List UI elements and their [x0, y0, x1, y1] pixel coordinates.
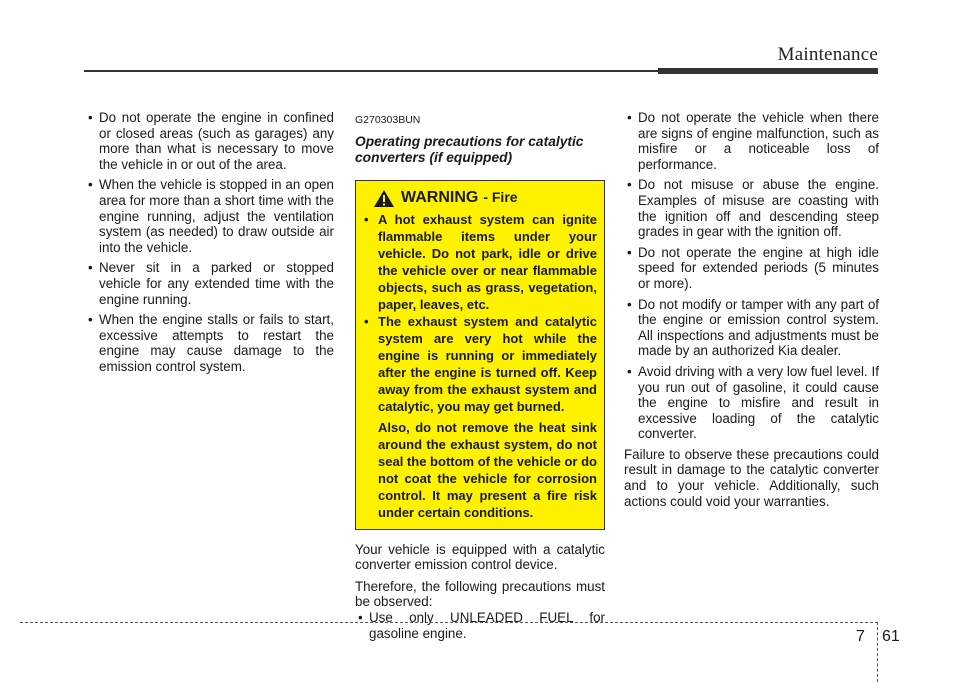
warning-item: • A hot exhaust system can ignite flammable items under your vehicle. Do not park, idle or drive the vehicle over or near flammable objects, such as grass, vegetation, paper, leaves, etc.	[363, 211, 597, 313]
footer-rule	[20, 622, 878, 623]
warning-triangle-icon	[373, 189, 395, 208]
warning-item: • The exhaust system and catalytic system are very hot while the engine is running or immediately after the engine is turned off. Keep away from the exhaust system and catalytic, you may get burned.	[363, 313, 597, 415]
paragraph: Failure to observe these precautions could result in damage to the catalytic converter and to your vehicle. Additionally, such actions could void your warranties.	[624, 446, 879, 509]
catalytic-precaution-list	[624, 110, 879, 442]
column-2	[355, 110, 605, 646]
warning-list	[363, 211, 597, 415]
footer-divider	[877, 622, 878, 682]
paragraph: Your vehicle is equipped with a catalytic converter emission control device.	[355, 541, 605, 573]
column-1	[85, 110, 334, 380]
list-item: • When the vehicle is stopped in an open area for more than a short time with the engine running, adjust the ventilation system (as needed) to draw outside air into the vehicle.	[85, 177, 334, 255]
precaution-list	[85, 110, 334, 375]
header-rule-thick	[658, 68, 878, 74]
section-title: Operating precautions for catalytic converters (if equipped)	[355, 133, 584, 165]
warning-extra-text: Also, do not remove the heat sink around the exhaust system, do not seal the bottom of the vehicle or do not coat the vehicle for corrosion control. It may present a fire risk under certain conditions.	[378, 419, 597, 520]
list-item: • Do not operate the engine at high idle speed for extended periods (5 minutes or more).	[624, 245, 879, 292]
list-item: • Avoid driving with a very low fuel level. If you run out of gasoline, it could cause the engine to misfire and result in excessive loading of the catalytic converter.	[624, 364, 879, 442]
fuel-list	[355, 610, 605, 641]
list-item: • Use only UNLEADED FUEL for gasoline engine.	[355, 610, 605, 641]
list-item: • Do not misuse or abuse the engine. Examples of misuse are coasting with the ignition off and descending steep grades in gear with the ignition off.	[624, 177, 879, 239]
list-item: • Never sit in a parked or stopped vehicle for any extended time with the engine running.	[85, 260, 334, 307]
warning-sublabel: - Fire	[483, 189, 518, 206]
column-3	[624, 110, 879, 509]
section-code: G270303BUN	[355, 114, 421, 126]
list-item: • Do not operate the engine in confined or closed areas (such as garages) any more than what is necessary to move the vehicle in or out of the area.	[85, 110, 334, 172]
warning-box	[355, 180, 605, 530]
header-title: Maintenance	[777, 44, 878, 65]
chapter-number: 7	[856, 628, 865, 645]
list-item: • When the engine stalls or fails to start, excessive attempts to restart the engine may cause damage to the emission control system.	[85, 312, 334, 374]
list-item: • Do not operate the vehicle when there are signs of engine malfunction, such as misfire or a noticeable loss of performance.	[624, 110, 879, 172]
paragraph: Therefore, the following precautions must be observed:	[355, 578, 605, 610]
warning-label: WARNING	[401, 189, 479, 207]
warning-header	[373, 189, 597, 208]
page-number: 61	[882, 628, 900, 645]
list-item: • Do not modify or tamper with any part of the engine or emission control system. All inspections and adjustments must be made by an authorized Kia dealer.	[624, 297, 879, 359]
header-rule	[84, 70, 660, 72]
